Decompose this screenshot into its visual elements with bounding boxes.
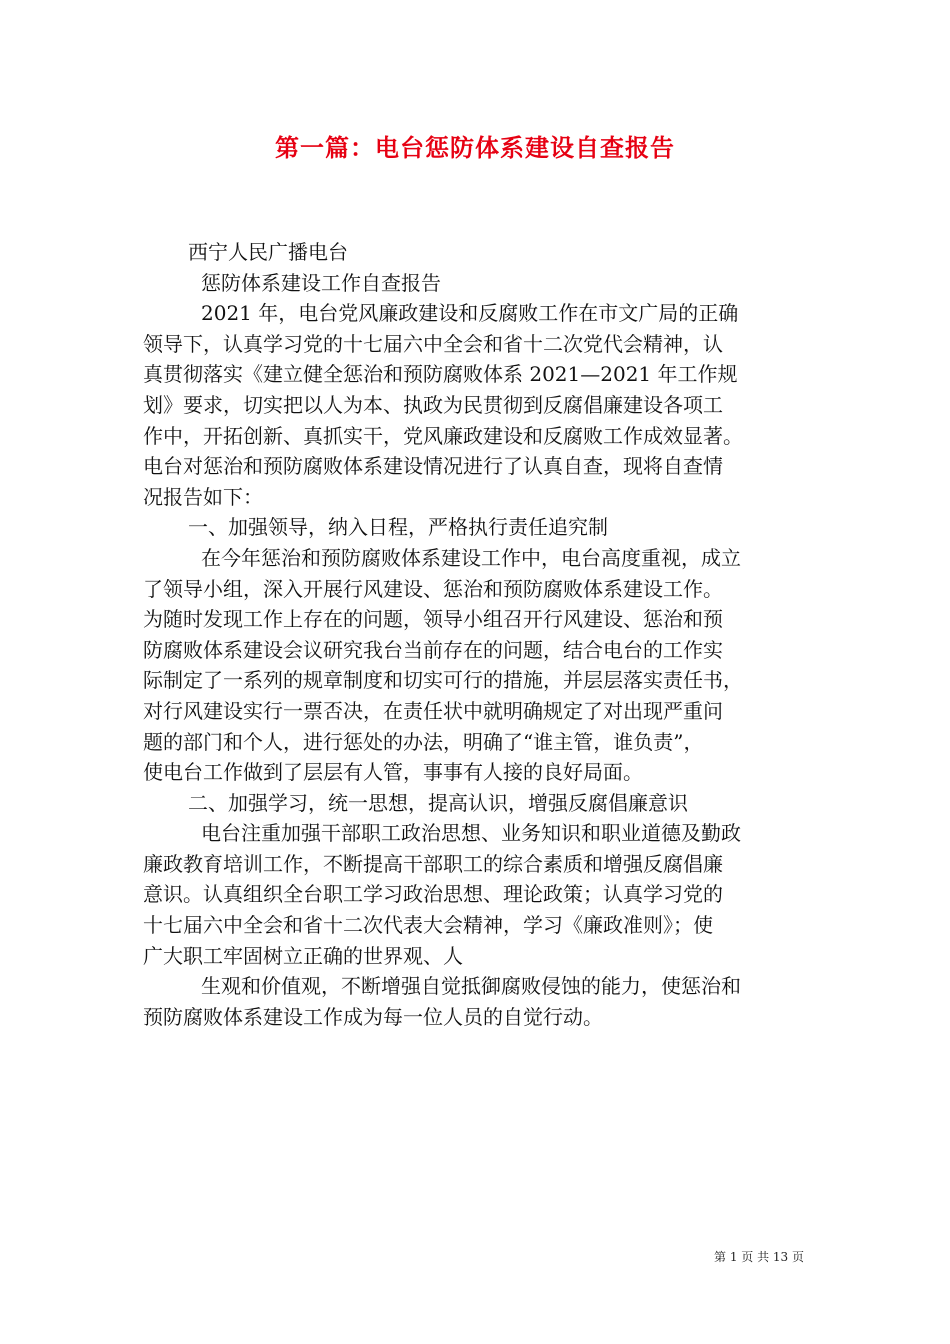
page-number-footer: 第 1 页 共 13 页 xyxy=(714,1250,804,1264)
paragraph-line: 防腐败体系建设会议研究我台当前存在的问题，结合电台的工作实 xyxy=(143,637,723,662)
paragraph-line: 在今年惩治和预防腐败体系建设工作中，电台高度重视，成立 xyxy=(201,545,741,570)
paragraph-line: 况报告如下： xyxy=(143,484,263,509)
paragraph-line: 电台注重加强干部职工政治思想、业务知识和职业道德及勤政 xyxy=(201,821,741,846)
paragraph-line: 划》要求，切实把以人为本、执政为民贯彻到反腐倡廉建设各项工 xyxy=(143,392,723,417)
doc-subtitle: 惩防体系建设工作自查报告 xyxy=(201,270,441,295)
paragraph-line: 真贯彻落实《建立健全惩治和预防腐败体系 2021—2021 年工作规 xyxy=(143,362,738,387)
paragraph-line: 为随时发现工作上存在的问题，领导小组召开行风建设、惩治和预 xyxy=(143,607,723,632)
paragraph-line: 电台对惩治和预防腐败体系建设情况进行了认真自查，现将自查情 xyxy=(143,454,723,479)
org-name: 西宁人民广播电台 xyxy=(188,240,348,264)
paragraph-line: 题的部门和个人，进行惩处的办法，明确了“谁主管，谁负责”， xyxy=(143,729,704,754)
document-title: 第一篇：电台惩防体系建设自查报告 xyxy=(275,134,675,162)
paragraph-line: 廉政教育培训工作，不断提高干部职工的综合素质和增强反腐倡廉 xyxy=(143,851,723,876)
paragraph-line: 预防腐败体系建设工作成为每一位人员的自觉行动。 xyxy=(143,1004,603,1029)
paragraph-line: 意识。认真组织全台职工学习政治思想、理论政策；认真学习党的 xyxy=(143,882,723,907)
document-body xyxy=(143,237,815,1032)
paragraph-line: 作中，开拓创新、真抓实干，党风廉政建设和反腐败工作成效显著。 xyxy=(143,423,743,448)
paragraph-line: 了领导小组，深入开展行风建设、惩治和预防腐败体系建设工作。 xyxy=(143,576,723,601)
section-heading: 一、加强领导，纳入日程，严格执行责任追究制 xyxy=(188,515,608,540)
paragraph-line: 十七届六中全会和省十二次代表大会精神，学习《廉政准则》；使 xyxy=(143,913,713,938)
paragraph-line: 生观和价值观，不断增强自觉抵御腐败侵蚀的能力，使惩治和 xyxy=(201,974,741,999)
paragraph-line: 对行风建设实行一票否决，在责任状中就明确规定了对出现严重问 xyxy=(143,698,723,723)
paragraph-line: 广大职工牢固树立正确的世界观、人 xyxy=(143,943,463,968)
section-heading: 二、加强学习，统一思想，提高认识，增强反腐倡廉意识 xyxy=(188,790,688,815)
paragraph-line: 领导下，认真学习党的十七届六中全会和省十二次党代会精神，认 xyxy=(143,331,723,356)
paragraph-line: 际制定了一系列的规章制度和切实可行的措施，并层层落实责任书， xyxy=(143,668,743,693)
paragraph-line: 使电台工作做到了层层有人管，事事有人接的良好局面。 xyxy=(143,760,643,785)
paragraph-line: 2021 年，电台党风廉政建设和反腐败工作在市文广局的正确 xyxy=(201,301,739,326)
